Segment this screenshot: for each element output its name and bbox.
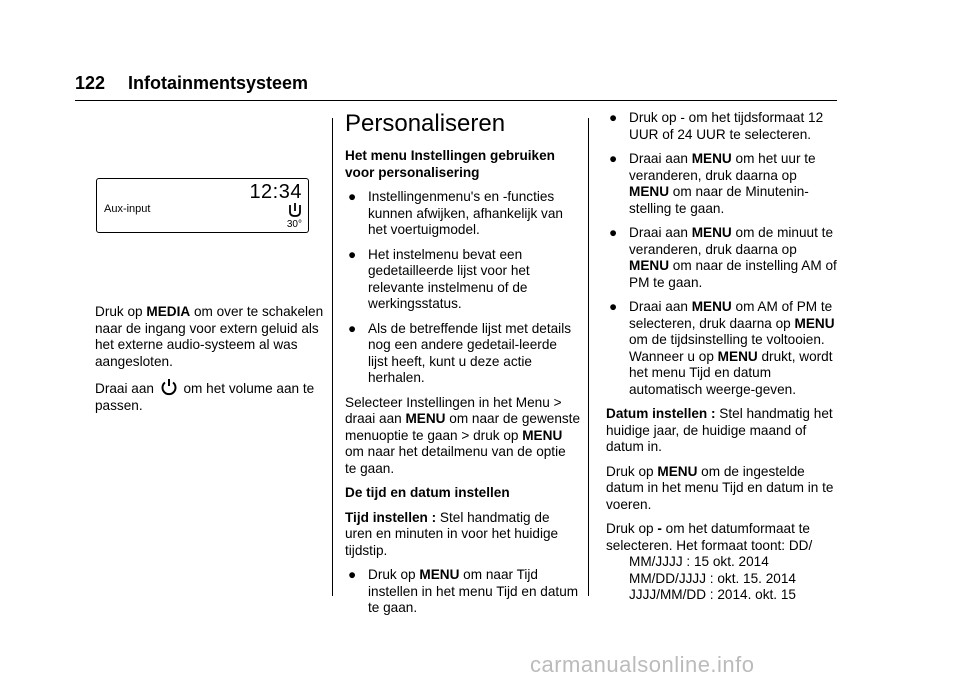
column-3 [606,110,838,604]
paragraph: Datum instellen : Stel handmatig het huidige jaar, de huidige maand of datum in. [606,406,833,454]
chapter-title: Infotainmentsysteem [128,73,309,93]
list-item: ● Het instelmenu bevat een gedetailleerde lijst voor het relevante instelmenu of de werkingsstatus. [348,246,530,311]
display-clock: 12:34 [249,181,302,203]
aux-plug-icon [288,202,302,218]
column-1 [95,304,325,422]
format-line: MM/DD/JJJJ : okt. 15. 2014 [629,570,796,586]
list-item: ● Instellingenmenu's en -functies kunnen afwijken, afhankelijk van het voertuigmodel. [348,189,563,237]
paragraph: Tijd instellen : Stel handmatig de uren en minuten in voor het huidige tijdstip. [345,509,559,558]
format-line: MM/JJJJ : 15 okt. 2014 [629,554,769,569]
display-source: Aux-input [104,203,151,215]
list-item: ● Draai aan MENU om de minuut te veranderen, druk daarna op MENU om naar de instelling AM of PM te gaan. [609,225,837,290]
paragraph: Druk op - om het datumformaat te selecteren. Het formaat toont: DD/ MM/JJJJ : 15 okt. 2014 MM/DD/JJJJ : okt. 15. 2014 JJJJ/MM/DD : 2014. okt. 15 [606,521,838,604]
paragraph: Draai aan om het volume aan te passen. [95,378,325,414]
power-icon [160,378,178,396]
section-title: Personaliseren [345,110,506,137]
list-item: ● Druk op MENU om naar Tijd instellen in het menu Tijd en datum te gaan. [348,567,579,615]
list-item: ● Druk op - om het tijdsformaat 12 UUR of 24 UUR te selecteren. [609,110,824,142]
paragraph: Druk op MENU om de ingestelde datum in het menu Tijd en datum in te voeren. [606,463,834,512]
page-number: 122 [75,73,106,93]
list-item: ● Als de betreffende lijst met details nog een andere gedetail-leerde lijst heeft, kunt u deze actie herhalen. [348,320,572,385]
watermark: carmanualsonline.info [530,652,755,677]
list-item: ● Draai aan MENU om het uur te veranderen, druk daarna op MENU om naar de Minutenin-stelling te gaan. [609,151,816,216]
radio-display-illustration [96,178,309,233]
column-divider [588,118,589,596]
paragraph: Selecteer Instellingen in het Menu > draai aan MENU om naar de gewenste menuoptie te gaan > druk op MENU om naar het detailmenu van de optie te gaan. [345,394,581,476]
subheading: De tijd en datum instellen [345,485,510,500]
page-header [75,70,837,101]
column-2 [345,110,580,625]
format-line: JJJJ/MM/DD : 2014. okt. 15 [629,587,796,602]
subheading: Het menu Instellingen gebruiken voor personalisering [345,148,555,180]
paragraph: Druk op MEDIA om over te schakelen naar de ingang voor extern geluid als het externe audio-systeem al was aangesloten. [95,304,324,369]
display-temperature: 30° [286,219,302,230]
column-divider [332,118,333,596]
list-item: ● Draai aan MENU om AM of PM te selecteren, druk daarna op MENU om de tijdsinstelling te voltooien. Wanneer u op MENU drukt, wordt het menu Tijd en datum automatisch weerge-geven. [609,299,835,397]
